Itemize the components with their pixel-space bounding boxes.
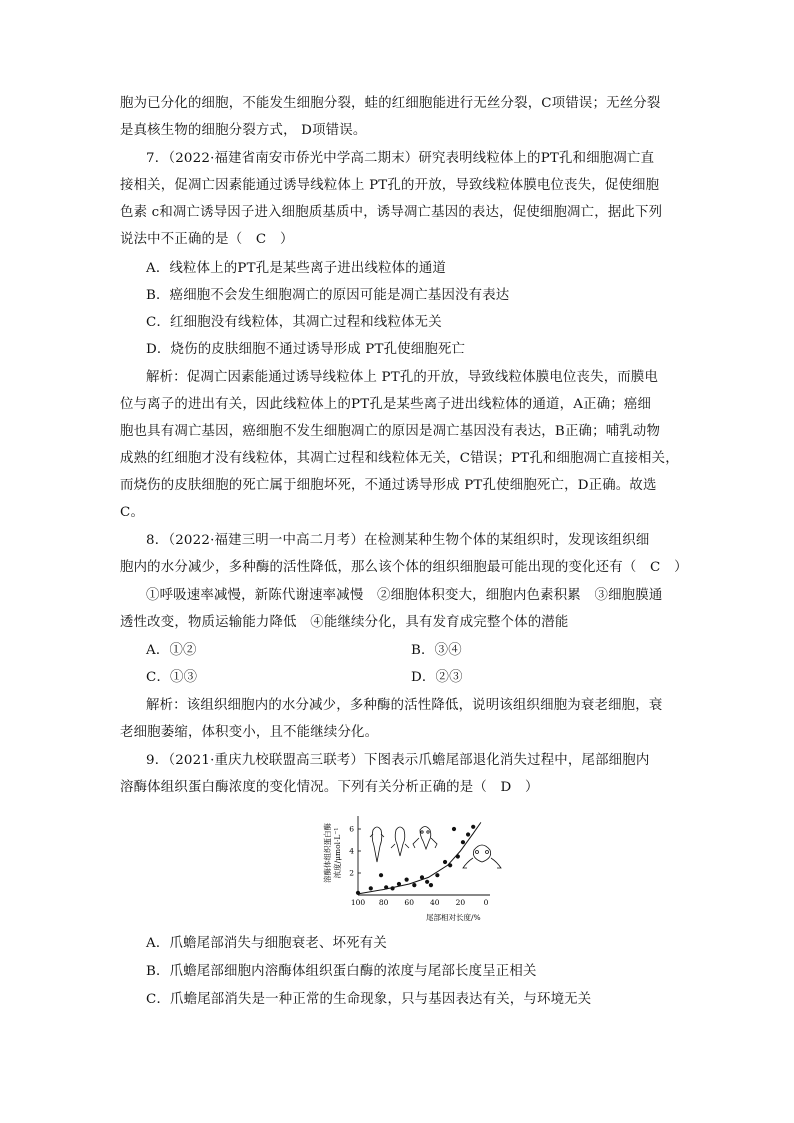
x-tick-label: 0 — [483, 898, 489, 907]
question-7-option-d: D．烧伤的皮肤细胞不通过诱导形成 PT孔使细胞死亡 — [146, 342, 466, 357]
tadpole-stage-2-icon — [391, 827, 409, 856]
x-tick-label: 100 — [350, 898, 366, 907]
question-8-option-a: A．①② — [146, 643, 197, 658]
data-point — [405, 878, 409, 882]
question-8-analysis: 解析：该组织细胞内的水分减少，多种酶的活性降低，说明该组织细胞为衰老细胞，衰 — [146, 698, 663, 713]
question-7-stem: 7．（2022·福建省南安市侨光中学高二期末）研究表明线粒体上的PT孔和细胞凋亡直 — [146, 151, 655, 166]
question-8-option-c: C．①③ — [146, 670, 198, 685]
question-7-stem: 色素 c和凋亡诱导因子进入细胞质基质中，诱导凋亡基因的表达，促使细胞凋亡，据此下列 — [120, 205, 663, 220]
question-8-option-b: B．③④ — [411, 643, 462, 658]
question-9-option-b: B．爪蟾尾部细胞内溶酶体组织蛋白酶的浓度与尾部长度呈正相关 — [146, 964, 537, 979]
text-line: 是真核生物的细胞分裂方式， D项错误。 — [120, 123, 367, 138]
data-point — [390, 886, 394, 890]
x-tick-label: 60 — [404, 898, 414, 907]
x-tick-label: 20 — [455, 898, 466, 907]
question-7-analysis: C。 — [120, 505, 145, 520]
data-point — [356, 891, 360, 895]
x-tick-label: 80 — [378, 898, 389, 907]
data-point — [466, 832, 470, 836]
y-axis-label-line-2: 浓度/μmol·L⁻¹ — [333, 827, 342, 879]
question-8-analysis: 老细胞萎缩，体积变小，且不能继续分化。 — [120, 725, 379, 740]
data-point — [429, 883, 433, 887]
question-7-option-a: A．线粒体上的PT孔是某些离子进出线粒体的通道 — [146, 261, 447, 276]
text-line: 胞为已分化的细胞，不能发生细胞分裂，蛙的红细胞能进行无丝分裂，C项错误；无丝分裂 — [120, 96, 661, 111]
adult-frog-icon — [463, 845, 501, 868]
data-point — [452, 827, 456, 831]
y-tick-label: 2 — [349, 868, 354, 878]
question-7-analysis: 成熟的红细胞才没有线粒体，其凋亡过程和线粒体无关，C错误；PT孔和细胞凋亡直接相关， — [120, 451, 679, 466]
question-7-stem: 接相关，促凋亡因素能通过诱导线粒体上 PT孔的开放，导致线粒体膜电位丧失，促使细胞 — [120, 178, 660, 193]
question-7-analysis: 位与离子的进出有关，因此线粒体上的PT孔是某些离子进出线粒体的通道，A正确；癌细 — [120, 397, 652, 412]
data-point — [443, 860, 447, 864]
data-point — [369, 886, 373, 890]
data-point — [420, 875, 424, 879]
question-7-analysis: 而烧伤的皮肤细胞的死亡属于细胞坏死，不通过诱导形成 PT孔使细胞死亡，D正确。故选 — [120, 478, 657, 493]
question-8-option-d: D．②③ — [411, 670, 463, 685]
question-8-item: 透性改变，物质运输能力降低 ④能继续分化，具有发育成完整个体的潜能 — [120, 615, 569, 630]
question-7-option-b: B．癌细胞不会发生细胞凋亡的原因可能是凋亡基因没有表达 — [146, 288, 510, 303]
data-point — [397, 882, 401, 886]
data-point — [435, 873, 439, 877]
data-point — [425, 880, 429, 884]
question-7-option-c: C．红细胞没有线粒体，其凋亡过程和线粒体无关 — [146, 315, 442, 330]
x-axis-label: 尾部相对长度/% — [426, 913, 481, 922]
question-8-stem: 8．（2022·福建三明一中高二月考）在检测某种生物个体的某组织时，发现该组织细 — [146, 533, 650, 548]
question-9-stem: 溶酶体组织蛋白酶浓度的变化情况。下列有关分析正确的是（ D ） — [120, 780, 539, 795]
froglet-stage-3-icon — [413, 827, 437, 850]
question-9-option-c: C．爪蟾尾部消失是一种正常的生命现象，只与基因表达有关，与环境无关 — [146, 992, 592, 1007]
data-point — [379, 873, 383, 877]
data-point — [471, 825, 475, 829]
data-point — [412, 883, 416, 887]
data-point — [456, 854, 460, 858]
question-8-item: ①呼吸速率减慢，新陈代谢速率减慢 ②细胞体积变大，细胞内色素积累 ③细胞膜通 — [146, 588, 663, 603]
data-point — [461, 840, 465, 844]
question-9-stem: 9．（2021·重庆九校联盟高三联考）下图表示爪蟾尾部退化消失过程中，尾部细胞内 — [146, 753, 650, 768]
x-tick-label: 40 — [430, 898, 440, 907]
question-7-analysis: 胞也具有凋亡基因，癌细胞不发生细胞凋亡的原因是凋亡基因没有表达，B正确；哺乳动物 — [120, 424, 661, 439]
y-tick-label: 4 — [349, 846, 354, 856]
question-7-stem: 说法中不正确的是（ C ） — [120, 232, 294, 247]
y-axis-label-line-1: 溶酶体组织蛋白酶 — [323, 823, 332, 883]
y-axis-label — [322, 823, 342, 883]
data-point — [384, 885, 388, 889]
y-tick-label: 6 — [349, 824, 354, 834]
chart-figure — [318, 808, 508, 926]
data-point — [448, 863, 452, 867]
question-8-stem: 胞内的水分减少，多种酶的活性降低，那么该个体的组织细胞最可能出现的变化还有（ C ） — [120, 560, 688, 575]
question-7-analysis: 解析：促凋亡因素能通过诱导线粒体上 PT孔的开放，导致线粒体膜电位丧失，而膜电 — [146, 370, 659, 385]
question-9-option-a: A．爪蟾尾部消失与细胞衰老、坏死有关 — [146, 936, 387, 951]
tadpole-stage-1-icon — [370, 827, 384, 862]
